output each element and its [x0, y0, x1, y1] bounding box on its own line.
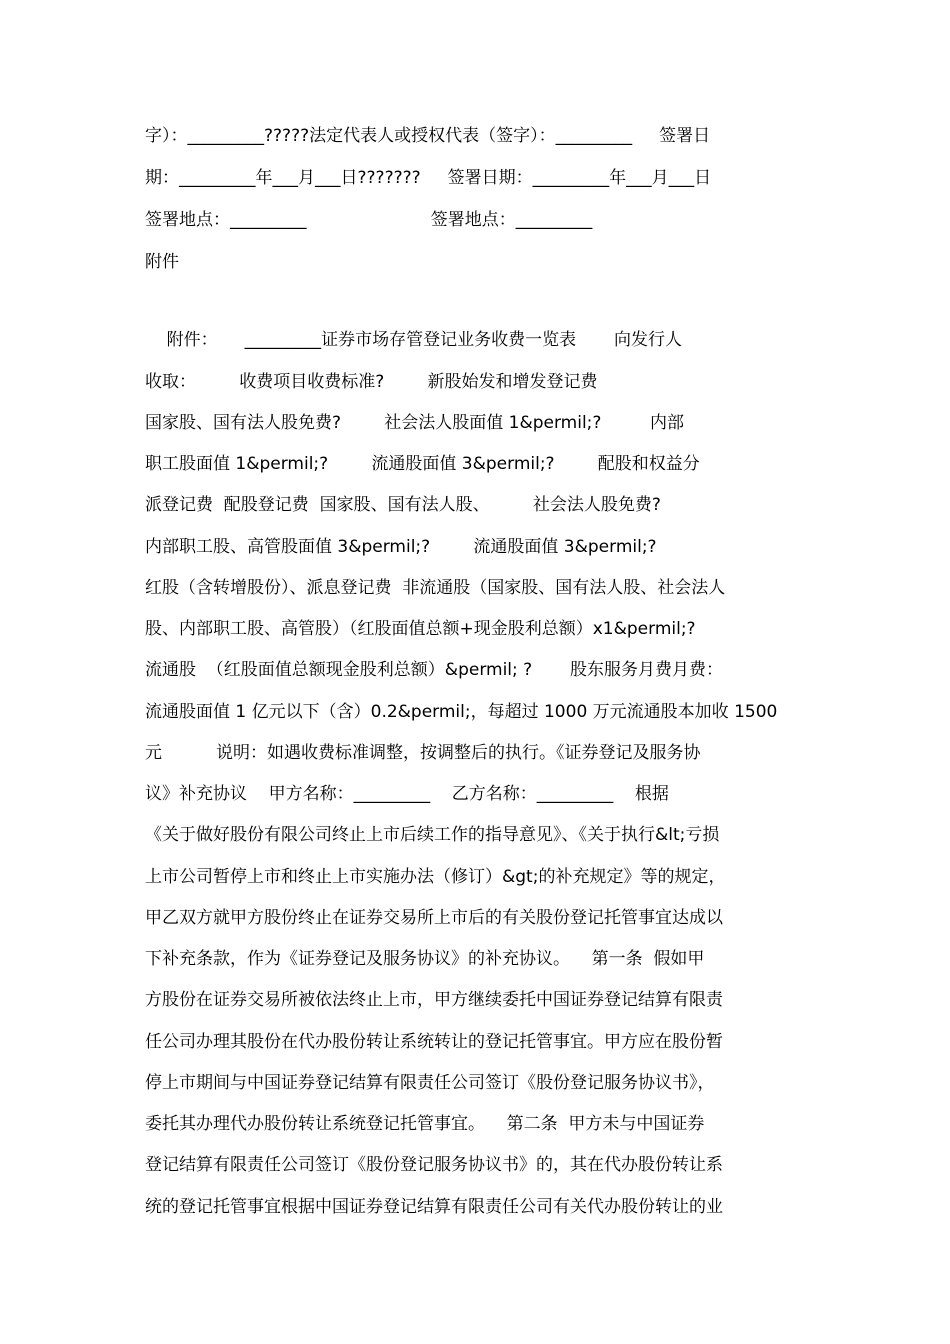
text-line: 上市公司暂停上市和终止上市实施办法（修订）&gt;的补充规定》等的规定， — [145, 867, 726, 887]
text-line: 收取： 收费项目收费标准? 新股始发和增发登记费 — [145, 372, 598, 392]
text-line: 甲乙双方就甲方股份终止在证券交易所上市后的有关股份登记托管事宜达成以 — [145, 908, 723, 928]
text-line — [145, 292, 805, 316]
text-line: 红股（含转增股份）、派息登记费 非流通股（国家股、国有法人股、社会法人 — [145, 578, 726, 598]
text-line: 任公司办理其股份在代办股份转让系统转让的登记托管事宜。甲方应在股份暂 — [145, 1032, 723, 1052]
text-line: 下补充条款，作为《证券登记及服务协议》的补充协议。 第一条 假如甲 — [145, 949, 705, 969]
text-line: 股、内部职工股、高管股）（红股面值总额+现金股利总额）x1&permil;? — [145, 619, 696, 639]
text-line: 停上市期间与中国证券登记结算有限责任公司签订《股份登记服务协议书》， — [145, 1073, 715, 1093]
text-line: 附件 — [145, 252, 179, 272]
text-line: 内部职工股、高管股面值 3&permil;? 流通股面值 3&permil;? — [145, 537, 657, 557]
text-line: 统的登记托管事宜根据中国证券登记结算有限责任公司有关代办股份转让的业 — [145, 1197, 723, 1217]
text-line: 期：_________年___月___日??????? 签署日期：_________年___月___日 — [145, 168, 712, 188]
text-line: 附件： _________证券市场存管登记业务收费一览表 向发行人 — [145, 330, 682, 350]
text-line: 流通股 （红股面值总额现金股利总额）&permil; ? 股东服务月费月费： — [145, 660, 723, 680]
text-line: 国家股、国有法人股免费? 社会法人股面值 1&permil;? 内部 — [145, 413, 685, 433]
text-line: 议》补充协议 甲方名称：_________ 乙方名称：_________ 根据 — [145, 784, 669, 804]
text-line: 签署地点：_________ 签署地点：_________ — [145, 210, 593, 230]
text-line: 登记结算有限责任公司签订《股份登记服务协议书》的，其在代办股份转让系 — [145, 1155, 723, 1175]
text-line: 委托其办理代办股份转让系统登记托管事宜。 第二条 甲方未与中国证券 — [145, 1114, 705, 1134]
text-line: 流通股面值 1 亿元以下（含）0.2&permil;，每超过 1000 万元流通股本加收 1500 — [145, 702, 778, 722]
text-line: 《关于做好股份有限公司终止上市后续工作的指导意见》、《关于执行&lt;亏损 — [145, 825, 720, 845]
text-line: 派登记费 配股登记费 国家股、国有法人股、 社会法人股免费? — [145, 495, 661, 515]
text-line: 职工股面值 1&permil;? 流通股面值 3&permil;? 配股和权益分 — [145, 454, 700, 474]
text-line: 方股份在证券交易所被依法终止上市，甲方继续委托中国证券登记结算有限责 — [145, 990, 723, 1010]
text-line: 字）：_________?????法定代表人或授权代表（签字）：_________ 签署日 — [145, 126, 711, 146]
text-line: 元 说明：如遇收费标准调整，按调整后的执行。《证券登记及服务协 — [145, 743, 701, 763]
